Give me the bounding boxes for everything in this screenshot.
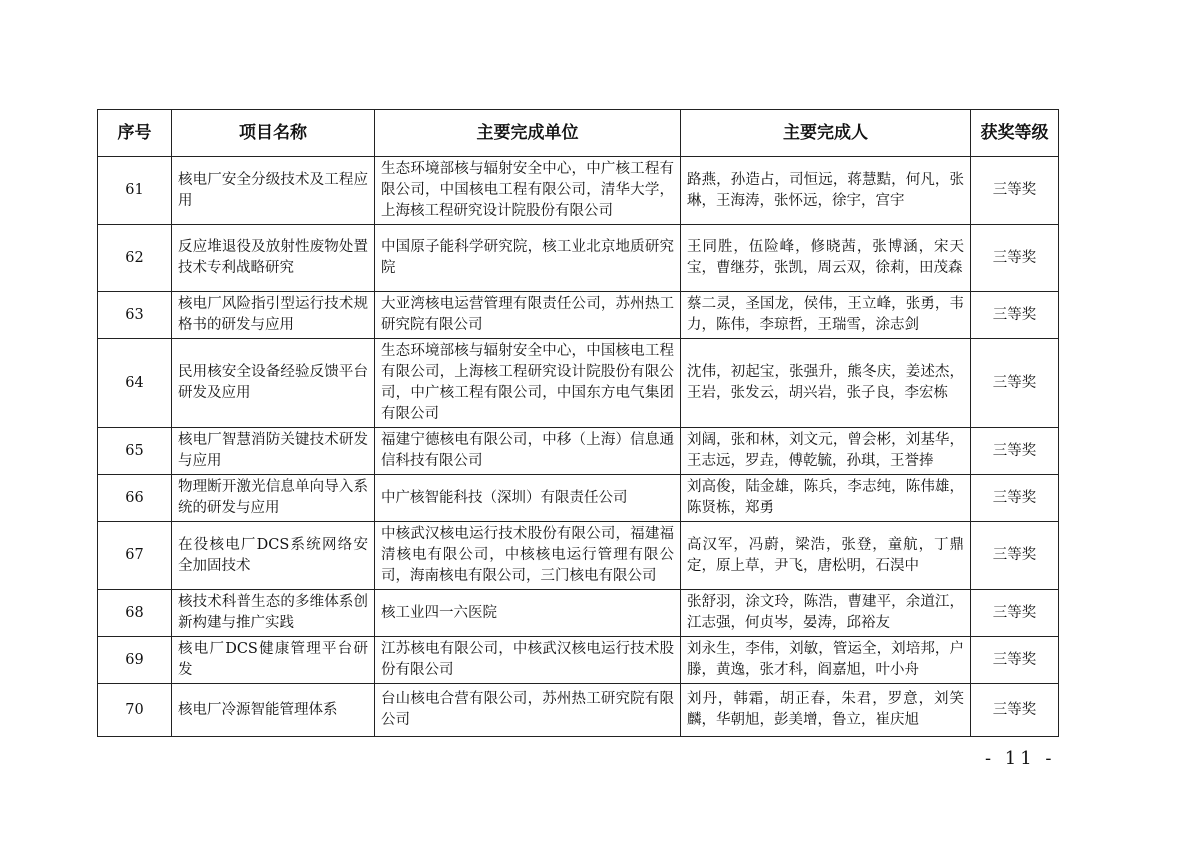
row-grade: 三等奖 (971, 428, 1059, 475)
row-num: 67 (98, 522, 172, 590)
row-project-name: 民用核安全设备经验反馈平台研发及应用 (172, 339, 375, 428)
row-project-name: 物理断开激光信息单向导入系统的研发与应用 (172, 475, 375, 522)
table-row (98, 428, 1059, 475)
row-people: 张舒羽，涂文玲，陈浩，曹建平，余道江，江志强，何贞岑，晏涛，邱裕友 (681, 590, 971, 637)
row-grade: 三等奖 (971, 590, 1059, 637)
row-project-name: 核电厂DCS健康管理平台研发 (172, 637, 375, 684)
header-grade: 获奖等级 (971, 110, 1059, 157)
table-row (98, 522, 1059, 590)
row-grade: 三等奖 (971, 522, 1059, 590)
table-row (98, 684, 1059, 737)
table-row (98, 225, 1059, 292)
row-people: 高汉军，冯蔚，梁浩，张登，童航，丁鼎定，原上草，尹飞，唐松明，石淏中 (681, 522, 971, 590)
row-project-name: 核技术科普生态的多维体系创新构建与推广实践 (172, 590, 375, 637)
row-num: 61 (98, 157, 172, 225)
table-row (98, 475, 1059, 522)
header-row (98, 110, 1059, 157)
header-people: 主要完成人 (681, 110, 971, 157)
table-row (98, 339, 1059, 428)
row-num: 64 (98, 339, 172, 428)
row-num: 62 (98, 225, 172, 292)
row-num: 66 (98, 475, 172, 522)
row-num: 63 (98, 292, 172, 339)
header-num: 序号 (98, 110, 172, 157)
row-people: 刘高俊，陆金雄，陈兵，李志纯，陈伟雄，陈贤栋，郑勇 (681, 475, 971, 522)
awards-table (97, 109, 1059, 737)
row-organizations: 福建宁德核电有限公司，中移（上海）信息通信科技有限公司 (375, 428, 681, 475)
row-organizations: 中核武汉核电运行技术股份有限公司，福建福清核电有限公司，中核核电运行管理有限公司，海南核电有限公司，三门核电有限公司 (375, 522, 681, 590)
row-project-name: 核电厂冷源智能管理体系 (172, 684, 375, 737)
row-organizations: 核工业四一六医院 (375, 590, 681, 637)
row-organizations: 生态环境部核与辐射安全中心，中国核电工程有限公司，上海核工程研究设计院股份有限公司，中广核工程有限公司，中国东方电气集团有限公司 (375, 339, 681, 428)
row-project-name: 核电厂智慧消防关键技术研发与应用 (172, 428, 375, 475)
row-grade: 三等奖 (971, 292, 1059, 339)
table-row (98, 157, 1059, 225)
row-grade: 三等奖 (971, 684, 1059, 737)
row-num: 69 (98, 637, 172, 684)
row-grade: 三等奖 (971, 475, 1059, 522)
row-people: 刘永生，李伟，刘敏，管运全，刘培邦，户滕，黄逸，张才科，阎嘉旭，叶小舟 (681, 637, 971, 684)
row-grade: 三等奖 (971, 157, 1059, 225)
row-num: 65 (98, 428, 172, 475)
row-people: 蔡二灵，圣国龙，侯伟，王立峰，张勇，韦力，陈伟，李琼哲，王瑞雪，涂志剑 (681, 292, 971, 339)
row-organizations: 生态环境部核与辐射安全中心，中广核工程有限公司，中国核电工程有限公司，清华大学，上海核工程研究设计院股份有限公司 (375, 157, 681, 225)
page-number: - 11 - (985, 748, 1056, 769)
row-num: 68 (98, 590, 172, 637)
row-people: 刘阔，张和林，刘文元，曾会彬，刘基华，王志远，罗垚，傅乾毓，孙琪，王誉捧 (681, 428, 971, 475)
row-project-name: 反应堆退役及放射性废物处置技术专利战略研究 (172, 225, 375, 292)
row-people: 路燕，孙造占，司恒远，蒋慧黠，何凡，张琳，王海涛，张怀远，徐宇，宫宇 (681, 157, 971, 225)
table-row (98, 590, 1059, 637)
row-organizations: 江苏核电有限公司，中核武汉核电运行技术股份有限公司 (375, 637, 681, 684)
row-organizations: 大亚湾核电运营管理有限责任公司，苏州热工研究院有限公司 (375, 292, 681, 339)
row-organizations: 中广核智能科技（深圳）有限责任公司 (375, 475, 681, 522)
row-project-name: 在役核电厂DCS系统网络安全加固技术 (172, 522, 375, 590)
row-organizations: 中国原子能科学研究院，核工业北京地质研究院 (375, 225, 681, 292)
row-project-name: 核电厂风险指引型运行技术规格书的研发与应用 (172, 292, 375, 339)
row-people: 沈伟，初起宝，张强升，熊冬庆，姜述杰，王岩，张发云，胡兴岩，张子良，李宏栋 (681, 339, 971, 428)
row-grade: 三等奖 (971, 339, 1059, 428)
header-organizations: 主要完成单位 (375, 110, 681, 157)
row-people: 刘丹，韩霜，胡正春，朱君，罗意，刘笑麟，华朝旭，彭美增，鲁立，崔庆旭 (681, 684, 971, 737)
row-people: 王同胜，伍险峰，修晓茜，张博涵，宋天宝，曹继芬，张凯，周云双，徐莉，田茂森 (681, 225, 971, 292)
row-grade: 三等奖 (971, 637, 1059, 684)
row-num: 70 (98, 684, 172, 737)
row-organizations: 台山核电合营有限公司，苏州热工研究院有限公司 (375, 684, 681, 737)
header-project-name: 项目名称 (172, 110, 375, 157)
row-project-name: 核电厂安全分级技术及工程应用 (172, 157, 375, 225)
table-row (98, 637, 1059, 684)
table-row (98, 292, 1059, 339)
row-grade: 三等奖 (971, 225, 1059, 292)
